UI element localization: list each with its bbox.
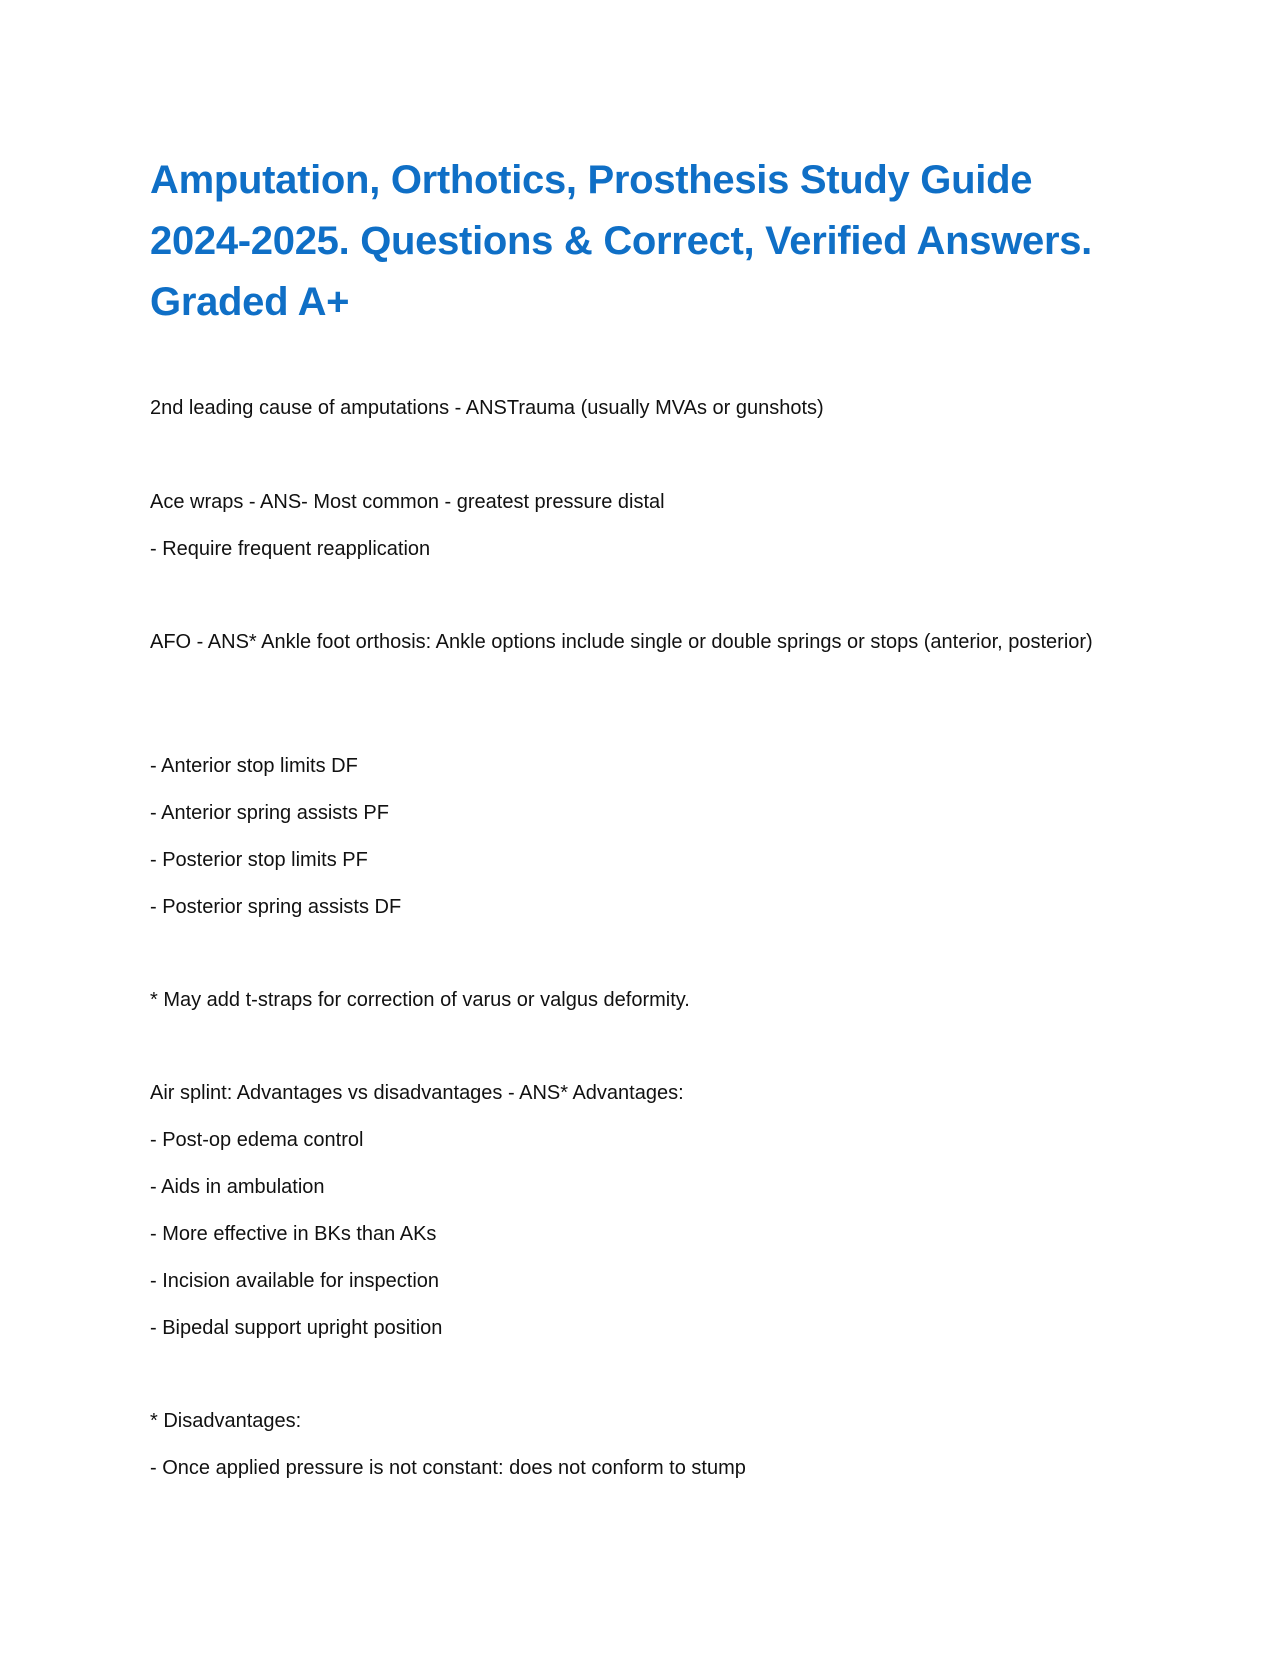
list-item-advantage-4: - Incision available for inspection	[150, 1270, 440, 1292]
paragraph-afo: AFO - ANS* Ankle foot orthosis: Ankle options include single or double springs or stops (anterior, posterior)	[150, 631, 1093, 653]
list-item-afo-1: - Anterior stop limits DF	[150, 755, 358, 777]
paragraph-ace-wraps: Ace wraps - ANS- Most common - greatest pressure distal	[150, 491, 665, 513]
list-item-advantage-5: - Bipedal support upright position	[150, 1317, 443, 1339]
list-item-disadvantage-1: - Once applied pressure is not constant: does not conform to stump	[150, 1457, 746, 1479]
list-item-afo-4: - Posterior spring assists DF	[150, 896, 402, 918]
title-line-2: 2024-2025. Questions & Correct, Verified Answers.	[150, 219, 1092, 263]
list-item-advantage-2: - Aids in ambulation	[150, 1176, 325, 1198]
title-line-1: Amputation, Orthotics, Prosthesis Study Guide	[150, 158, 1033, 202]
paragraph-air-splint: Air splint: Advantages vs disadvantages - ANS* Advantages:	[150, 1082, 684, 1104]
paragraph-t-straps: * May add t-straps for correction of varus or valgus deformity.	[150, 989, 690, 1011]
list-item-afo-3: - Posterior stop limits PF	[150, 849, 368, 871]
paragraph-ace-wraps-note: - Require frequent reapplication	[150, 538, 431, 560]
paragraph-disadvantages: * Disadvantages:	[150, 1410, 302, 1432]
title-line-3: Graded A+	[150, 280, 350, 324]
document-title	[150, 150, 1130, 333]
list-item-advantage-1: - Post-op edema control	[150, 1129, 364, 1151]
list-item-afo-2: - Anterior spring assists PF	[150, 802, 389, 824]
list-item-advantage-3: - More effective in BKs than AKs	[150, 1223, 437, 1245]
paragraph-amputation-cause: 2nd leading cause of amputations - ANSTrauma (usually MVAs or gunshots)	[150, 397, 824, 419]
document-page	[150, 150, 1130, 333]
